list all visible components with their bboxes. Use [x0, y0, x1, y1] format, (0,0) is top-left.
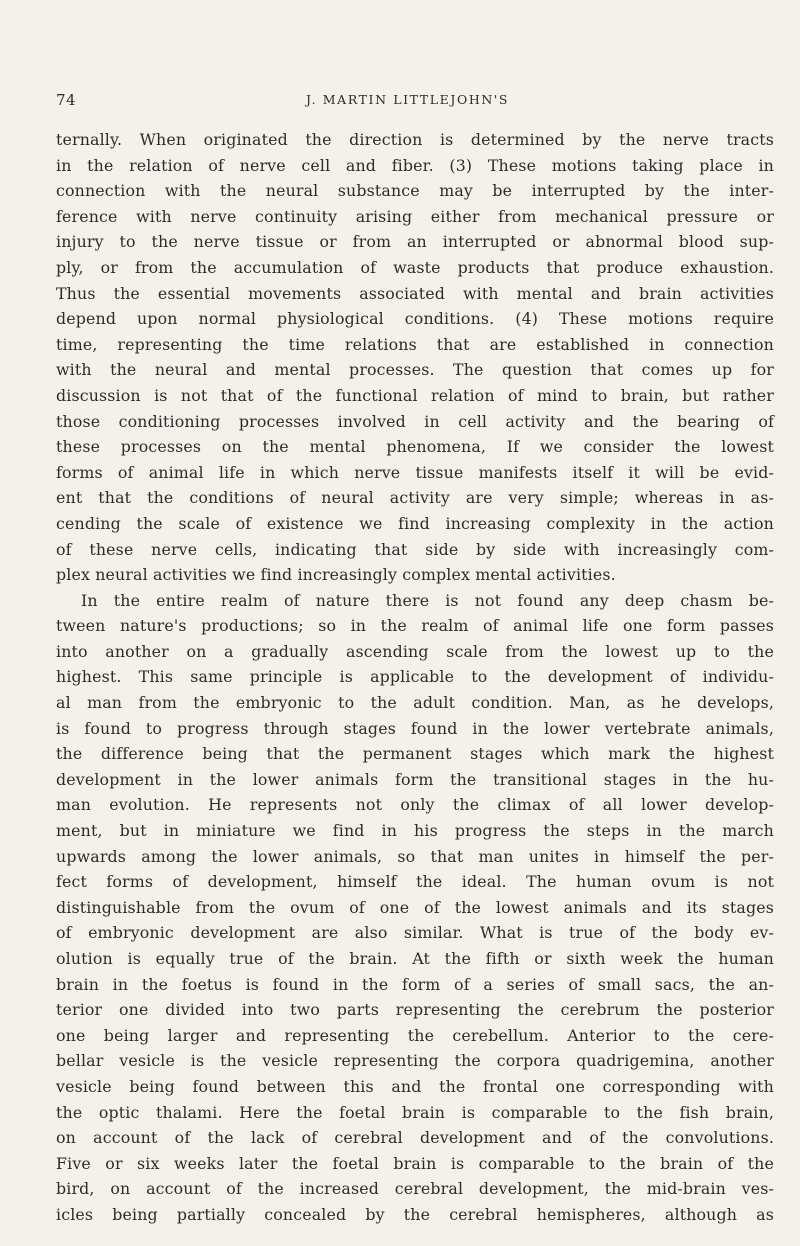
text-line: is found to progress through stages found in the lower vertebrate animals, [56, 718, 774, 738]
text-line: brain in the foetus is found in the form of a series of small sacs, the an- [56, 974, 774, 994]
text-line: plex neural activities we find increasingly complex mental activities. [56, 565, 616, 585]
text-line: ment, but in miniature we find in his progress the steps in the march [56, 821, 774, 841]
text-line: highest. This same principle is applicable to the development of individu- [56, 667, 774, 687]
text-line: with the neural and mental processes. The question that comes up for [56, 360, 774, 380]
text-line: olution is equally true of the brain. At the fifth or sixth week the human [56, 949, 774, 968]
text-line: one being larger and representing the cerebellum. Anterior to the cere- [56, 1025, 774, 1045]
text-line: the optic thalami. Here the foetal brain is comparable to the fish brain, [56, 1102, 774, 1122]
text-line: injury to the nerve tissue or from an interrupted or abnormal blood sup- [56, 232, 774, 252]
text-line: development in the lower animals form the transitional stages in the hu- [56, 769, 774, 789]
text-line: into another on a gradually ascending scale from the lowest up to the [56, 641, 774, 661]
body-text [56, 127, 774, 1228]
text-line: of embryonic development are also similar. What is true of the body ev- [56, 923, 774, 943]
running-head [56, 91, 772, 115]
text-line: ference with nerve continuity arising either from mechanical pressure or [56, 206, 774, 226]
text-line: In the entire realm of nature there is not found any deep chasm be- [81, 590, 774, 610]
text-line: in the relation of nerve cell and fiber. (3) These motions taking place in [56, 155, 774, 175]
text-line: bellar vesicle is the vesicle representing the corpora quadrigemina, another [56, 1051, 774, 1071]
text-line: forms of animal life in which nerve tissue manifests itself it will be evid- [56, 462, 774, 482]
text-line: terior one divided into two parts representing the cerebrum the posterior [56, 1000, 774, 1020]
text-line: Thus the essential movements associated with mental and brain activities [56, 283, 774, 303]
text-line: al man from the embryonic to the adult condition. Man, as he develops, [56, 693, 774, 713]
text-line: of these nerve cells, indicating that side by side with increasingly com- [56, 539, 774, 559]
text-line: ent that the conditions of neural activity are very simple; whereas in as- [56, 488, 774, 508]
text-line: time, representing the time relations that are established in connection [56, 334, 774, 354]
text-line: discussion is not that of the functional relation of mind to brain, but rather [56, 385, 774, 405]
header-title: J. MARTIN LITTLEJOHN'S [306, 92, 510, 107]
text-line: ply, or from the accumulation of waste products that produce exhaustion. [56, 257, 774, 277]
text-line: bird, on account of the increased cerebral development, the mid-brain ves- [56, 1179, 774, 1199]
text-line: Five or six weeks later the foetal brain is comparable to the brain of the [56, 1153, 774, 1173]
text-line: vesicle being found between this and the frontal one corresponding with [56, 1076, 774, 1096]
text-line: connection with the neural substance may be interrupted by the inter- [56, 181, 774, 201]
text-line: distinguishable from the ovum of one of the lowest animals and its stages [56, 897, 774, 917]
text-line: tween nature's productions; so in the realm of animal life one form passes [56, 616, 774, 636]
text-line: ternally. When originated the direction is determined by the nerve tracts [56, 130, 774, 149]
text-line: the difference being that the permanent stages which mark the highest [56, 744, 774, 764]
text-line: on account of the lack of cerebral development and of the convolutions. [56, 1128, 774, 1148]
text-line: these processes on the mental phenomena, If we consider the lowest [56, 437, 774, 457]
page-number: 74 [56, 91, 77, 109]
text-line: fect forms of development, himself the ideal. The human ovum is not [56, 872, 774, 892]
text-line: depend upon normal physiological conditions. (4) These motions require [56, 309, 774, 329]
text-line: icles being partially concealed by the cerebral hemispheres, although as [56, 1204, 774, 1224]
text-line: those conditioning processes involved in cell activity and the bearing of [56, 411, 774, 431]
text-line: man evolution. He represents not only the climax of all lower develop- [56, 795, 774, 815]
text-line: upwards among the lower animals, so that man unites in himself the per- [56, 846, 774, 866]
text-line: cending the scale of existence we find increasing complexity in the action [56, 513, 774, 533]
